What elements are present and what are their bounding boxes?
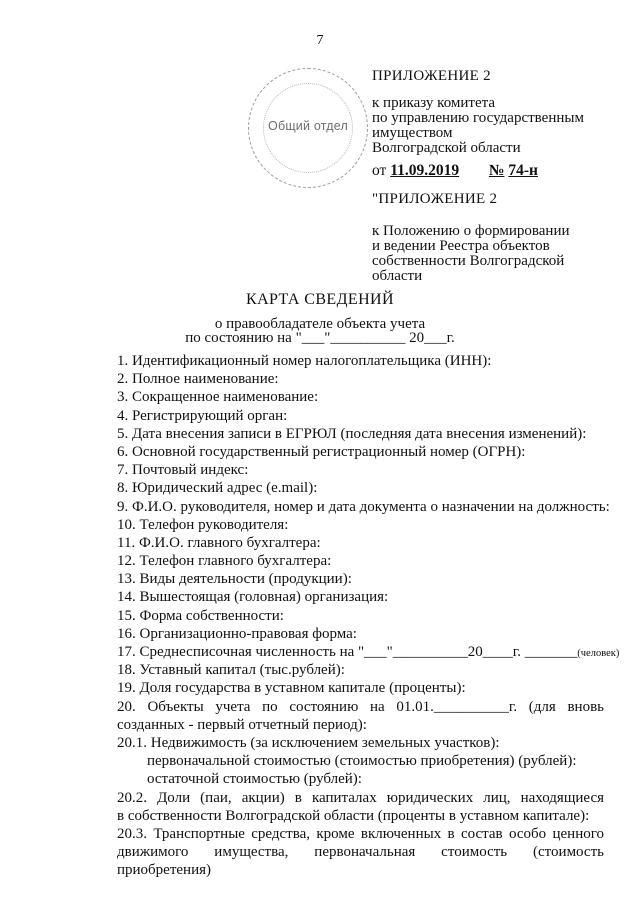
list-item: 19. Доля государства в уставном капитале (проценты):: [117, 680, 466, 697]
list-item: 20.2. Доли (паи, акции) в капиталах юридических лиц, находящиеся: [117, 789, 604, 806]
order-line: [372, 162, 538, 180]
appendix-line: имуществом: [372, 125, 453, 141]
order-from-label: от: [372, 162, 387, 179]
list-item: 7. Почтовый индекс:: [117, 462, 249, 479]
list-item: 13. Виды деятельности (продукции):: [117, 571, 352, 588]
order-number: 74-н: [508, 162, 538, 179]
appendix2-line: к Положению о формировании: [372, 223, 570, 239]
list-item: 15. Форма собственности:: [117, 607, 284, 624]
document-title: КАРТА СВЕДЕНИЙ: [246, 291, 394, 308]
appendix2-line: собственности Волгоградской: [372, 253, 565, 269]
list-item: 4. Регистрирующий орган:: [117, 407, 288, 424]
list-item: 6. Основной государственный регистрационный номер (ОГРН):: [117, 443, 526, 460]
appendix2-block: [372, 192, 570, 284]
document-subtitle: [0, 317, 640, 345]
appendix2-line: и ведении Реестра объектов: [372, 238, 550, 254]
list-item: 2. Полное наименование:: [117, 371, 279, 388]
list-item: 12. Телефон главного бухгалтера:: [117, 553, 332, 570]
subtitle-line: по состоянию на "___"__________ 20___г.: [185, 330, 455, 346]
appendix-line: по управлению государственным: [372, 110, 584, 126]
list-item: 20.1. Недвижимость (за исключением земельных участков):: [117, 734, 500, 751]
list-item: 11. Ф.И.О. главного бухгалтера:: [117, 534, 321, 551]
subtitle-line: о правообладателе объекта учета: [214, 316, 426, 332]
appendix-to-order: к приказу комитета: [372, 95, 496, 111]
list-item: 8. Юридический адрес (e.mail):: [117, 480, 318, 497]
appendix-heading: ПРИЛОЖЕНИЕ 2: [372, 68, 491, 84]
list-item: 1. Идентификационный номер налогоплательщика (ИНН):: [117, 353, 492, 369]
order-number-label: №: [488, 162, 505, 179]
list-item: в собственности Волгоградской области (проценты в уставном капитале):: [117, 807, 590, 824]
appendix2-line: области: [372, 268, 423, 284]
stamp-seal: [248, 68, 368, 188]
order-date: 11.09.2019: [390, 162, 460, 179]
items-list: [117, 352, 620, 879]
list-item-headcount: [117, 643, 620, 661]
list-item: 10. Телефон руководителя:: [117, 516, 289, 533]
list-item: 14. Вышестоящая (головная) организация:: [117, 589, 389, 606]
list-subitem: остаточной стоимостью (рублей):: [147, 771, 362, 788]
list-subitem: первоначальной стоимостью (стоимостью приобретения) (рублей):: [147, 753, 577, 770]
list-item: 18. Уставный капитал (тыс.рублей):: [117, 662, 345, 679]
stamp-text: Общий отдел: [268, 119, 348, 133]
list-item: созданных - первый отчетный период):: [117, 716, 367, 733]
list-item: 16. Организационно-правовая форма:: [117, 625, 357, 642]
appendix-line: Волгоградской области: [372, 140, 521, 156]
list-item: 5. Дата внесения записи в ЕГРЮЛ (последняя дата внесения изменений):: [117, 425, 587, 442]
list-item: 20. Объекты учета по состоянию на 01.01.__________г. (для вновь: [117, 698, 604, 715]
appendix2-heading: "ПРИЛОЖЕНИЕ 2: [372, 191, 498, 207]
list-item: 20.3. Транспортные средства, кроме включенных в состав особо ценного: [117, 825, 604, 842]
appendix-block: [372, 69, 584, 156]
list-item: движимого имущества, первоначальная стоимость (стоимость приобретения): [117, 844, 604, 879]
headcount-unit: (человек): [577, 648, 620, 659]
list-item: 9. Ф.И.О. руководителя, номер и дата документа о назначении на должность:: [117, 498, 610, 515]
headcount-text: 17. Среднесписочная численность на "___"__________20____г. _______: [117, 644, 578, 660]
page-number: 7: [316, 33, 324, 48]
list-item: 3. Сокращенное наименование:: [117, 389, 319, 406]
